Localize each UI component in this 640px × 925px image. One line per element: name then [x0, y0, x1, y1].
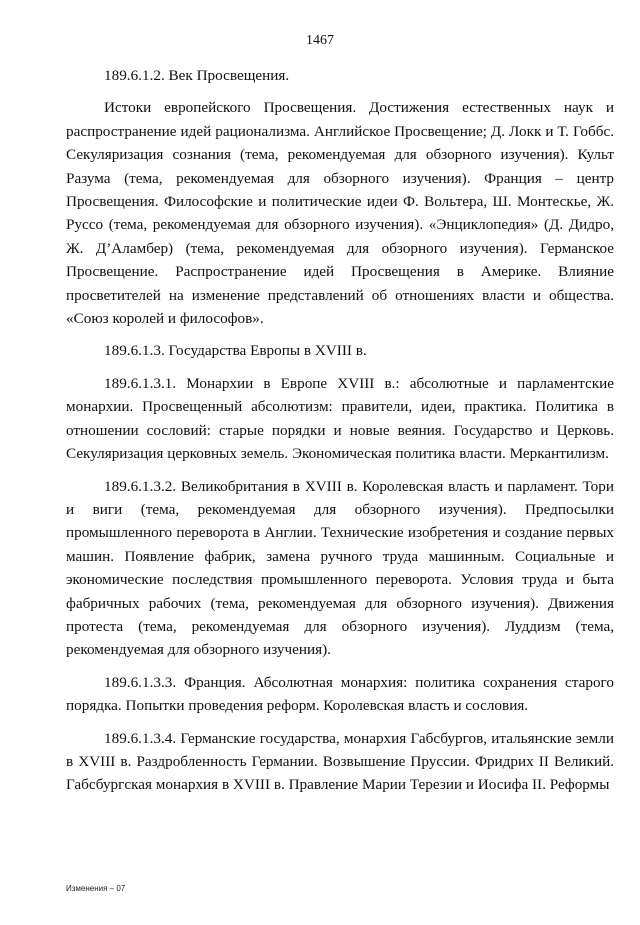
document-body	[66, 64, 614, 806]
paragraph-france: 189.6.1.3.3. Франция. Абсолютная монархия: политика сохранения старого порядка. Попытки проведения реформ. Королевская власть и сословия.	[66, 673, 614, 715]
paragraph-great-britain: 189.6.1.3.2. Великобритания в XVIII в. Королевская власть и парламент. Тори и виги (тема, рекомендуемая для обзорного изучения). Предпосылки промышленного переворота в Англии. Технические изобретения и создание первых машин. Появление фабрик, замена ручного труда машинным. Социальные и экономические последствия промышленного переворота. Условия труда и быта фабричных рабочих (тема, рекомендуемая для обзорного изучения). Движения протеста (тема, рекомендуемая для обзорного изучения). Луддизм (тема, рекомендуемая для обзорного изучения).	[66, 477, 614, 659]
page-number: 1467	[306, 33, 334, 48]
section-heading-age-of-enlightenment: 189.6.1.2. Век Просвещения.	[104, 67, 290, 84]
paragraph-monarchies: 189.6.1.3.1. Монархии в Европе XVIII в.: абсолютные и парламентские монархии. Просвещенный абсолютизм: правители, идеи, практика. Политика в отношении сословий: старые порядки и новые веяния. Государство и Церковь. Секуляризация церковных земель. Экономическая политика власти. Меркантилизм.	[66, 374, 614, 463]
section-heading-european-states: 189.6.1.3. Государства Европы в XVIII в.	[104, 342, 367, 360]
footer-revision-note: Изменения – 07	[66, 884, 126, 893]
paragraph-german-states: 189.6.1.3.4. Германские государства, монархия Габсбургов, итальянские земли в XVIII в. Раздробленность Германии. Возвышение Пруссии. Фридрих II Великий. Габсбургская монархия в XVIII в. Правление Марии Терезии и Иосифа II. Реформы	[66, 729, 614, 794]
paragraph-enlightenment-origins: Истоки европейского Просвещения. Достижения естественных наук и распространение идей рационализма. Английское Просвещение; Д. Локк и Т. Гоббс. Секуляризация сознания (тема, рекомендуемая для обзорного изучения). Культ Разума (тема, рекомендуемая для обзорного изучения). Франция – центр Просвещения. Философские и политические идеи Ф. Вольтера, Ш. Монтескье, Ж. Руссо (тема, рекомендуемая для обзорного изучения). «Энциклопедия» (Д. Дидро, Ж. Д’Аламбер) (тема, рекомендуемая для обзорного изучения). Германское Просвещение. Распространение идей Просвещения в Америке. Влияние просветителей на изменение представлений об отношениях власти и общества. «Союз королей и философов».	[66, 99, 614, 328]
